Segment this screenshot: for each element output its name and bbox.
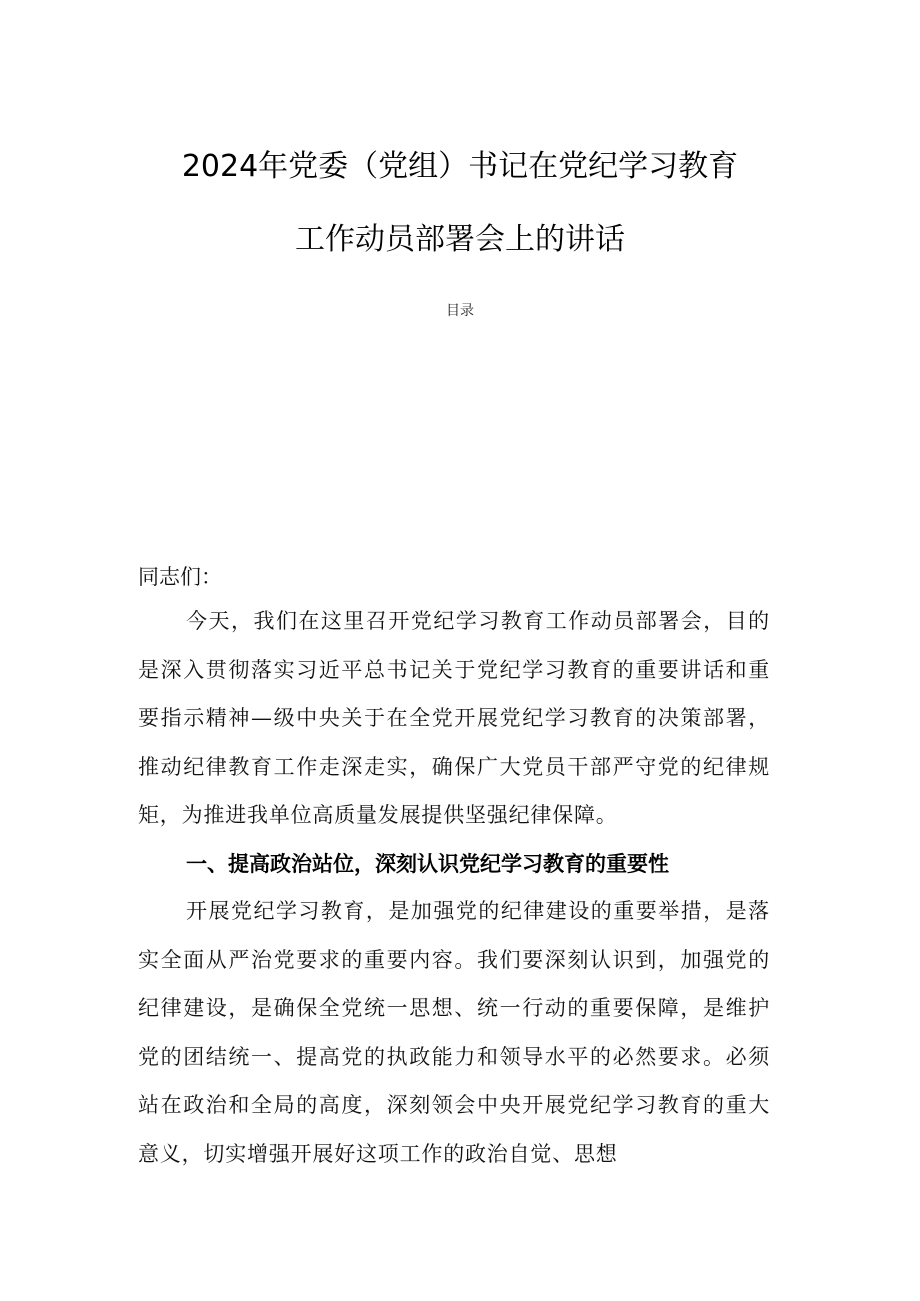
document-title-line-1: 2024年党委（党组）书记在党纪学习教育 bbox=[181, 149, 739, 184]
body-paragraph-2: 开展党纪学习教育，是加强党的纪律建设的重要举措，是落实全面从严治党要求的重要内容。我们要深刻认识到，加强党的纪律建设，是确保全党统一思想、统一行动的重要保障，是维护党的团结统一、提高党的执政能力和领导水平的必然要求。必须站在政治和全局的高度，深刻领会中央开展党纪学习教育的重大意义，切实增强开展好这项工作的政治自觉、思想 bbox=[138, 899, 770, 1166]
salutation: 同志们： bbox=[138, 565, 222, 589]
body-paragraph-1: 今天，我们在这里召开党纪学习教育工作动员部署会，目的是深入贯彻落实习近平总书记关于党纪学习教育的重要讲话和重要指示精神—级中央关于在全党开展党纪学习教育的决策部署，推动纪律教育工作走深走实，确保广大党员干部严守党的纪律规矩，为推进我单位高质量发展提供坚强纪律保障。 bbox=[138, 609, 770, 828]
section-heading-1: 一、提高政治站位，深刻认识党纪学习教育的重要性 bbox=[186, 852, 669, 876]
table-of-contents-label: 目录 bbox=[446, 303, 474, 319]
document-title-line-2: 工作动员部署会上的讲话 bbox=[295, 222, 625, 257]
